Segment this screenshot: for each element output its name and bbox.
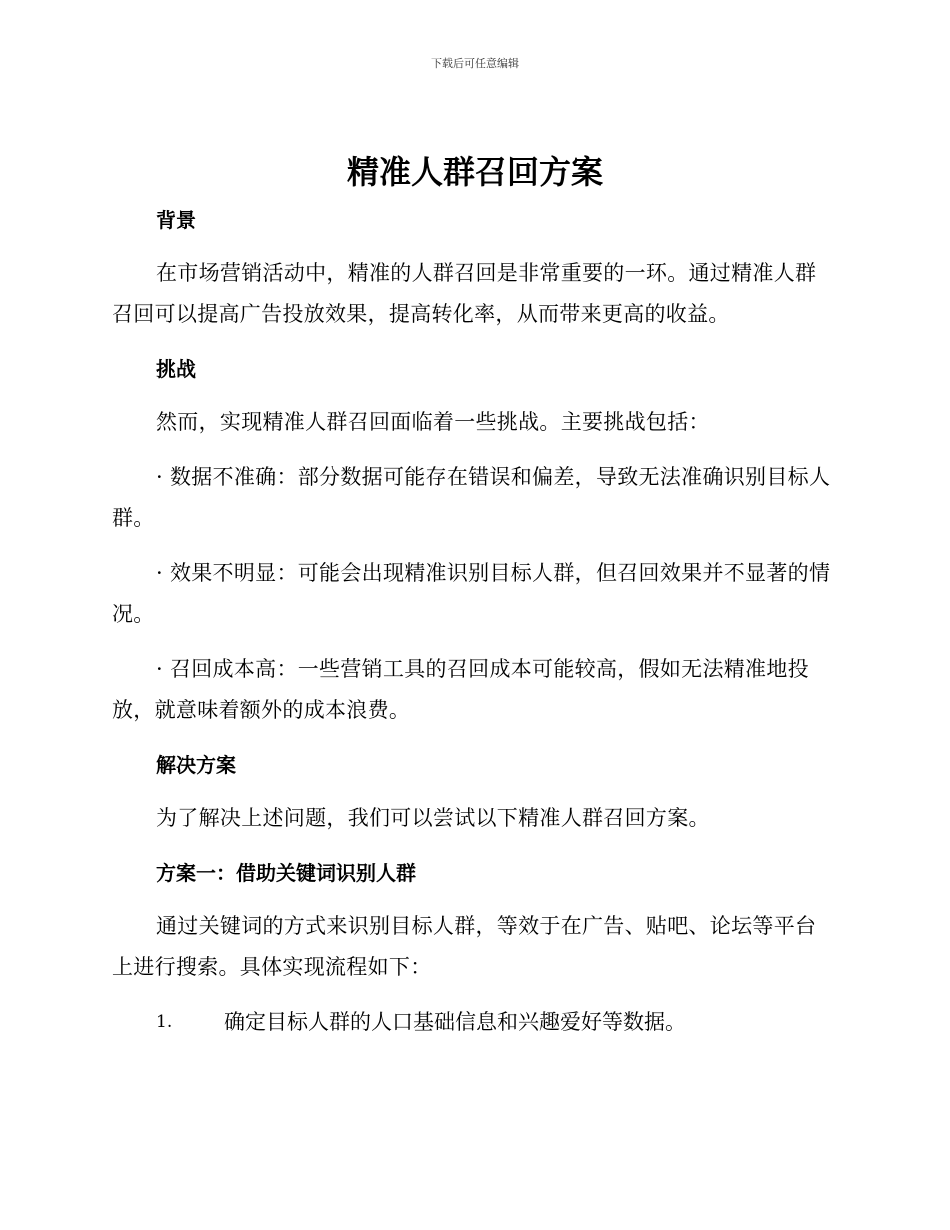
solution-intro-paragraph: 为了解决上述问题，我们可以尝试以下精准人群召回方案。 bbox=[156, 806, 710, 830]
list-item bbox=[112, 1002, 832, 1043]
section-heading-solution: 解决方案 bbox=[156, 753, 236, 777]
plan-one-paragraph: 通过关键词的方式来识别目标人群，等效于在广告、贴吧、论坛等平台上进行搜索。具体实现流程如下： bbox=[112, 914, 817, 979]
challenge-item: · 数据不准确：部分数据可能存在错误和偏差，导致无法准确识别目标人群。 bbox=[112, 465, 831, 530]
document-body bbox=[112, 200, 832, 1043]
section-heading-background: 背景 bbox=[156, 208, 196, 232]
challenge-intro-paragraph: 然而，实现精准人群召回面临着一些挑战。主要挑战包括： bbox=[156, 410, 710, 434]
background-paragraph: 在市场营销活动中，精准的人群召回是非常重要的一环。通过精准人群召回可以提高广告投放效果，提高转化率，从而带来更高的收益。 bbox=[112, 261, 817, 326]
challenge-item: · 召回成本高：一些营销工具的召回成本可能较高，假如无法精准地投放，就意味着额外的成本浪费。 bbox=[112, 657, 809, 722]
section-heading-plan-one: 方案一：借助关键词识别人群 bbox=[156, 861, 416, 885]
list-number: 1. bbox=[156, 1012, 173, 1032]
section-heading-challenge: 挑战 bbox=[156, 357, 196, 381]
list-text: 确定目标人群的人口基础信息和兴趣爱好等数据。 bbox=[224, 1010, 686, 1034]
document-title: 精准人群召回方案 bbox=[346, 153, 603, 191]
challenge-item: · 效果不明显：可能会出现精准识别目标人群，但召回效果并不显著的情况。 bbox=[112, 561, 831, 626]
header-note: 下载后可任意编辑 bbox=[431, 57, 519, 70]
